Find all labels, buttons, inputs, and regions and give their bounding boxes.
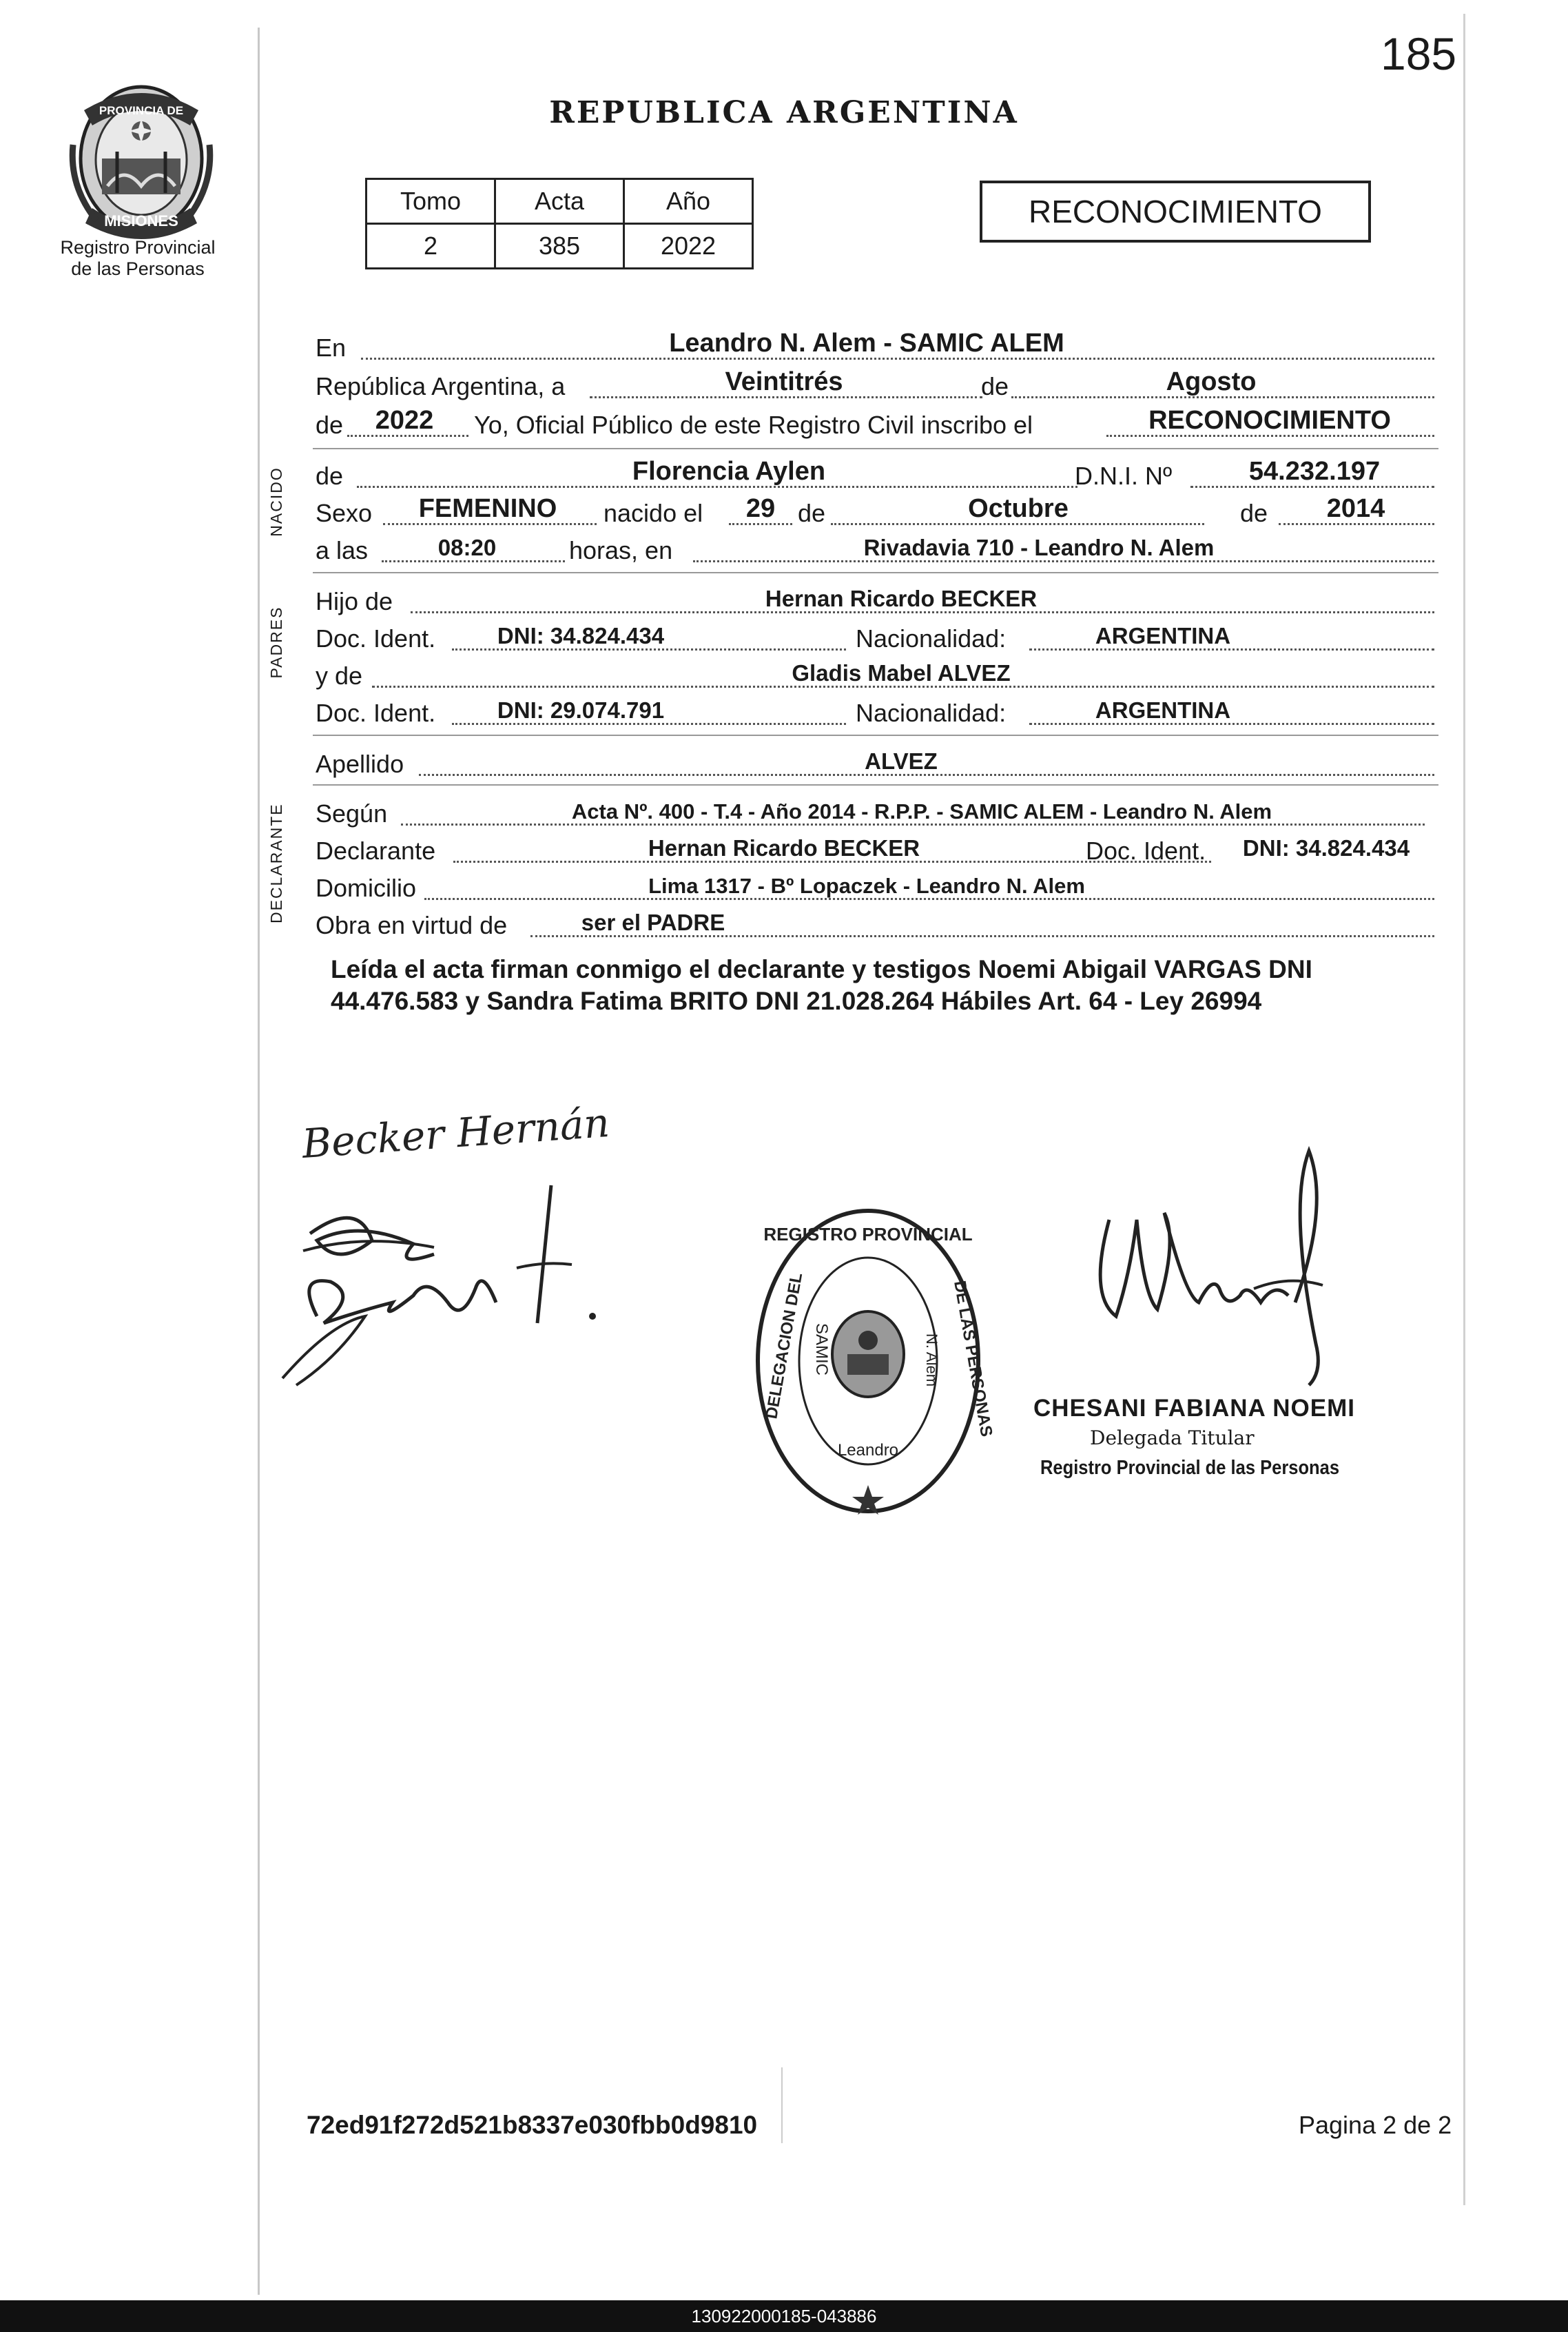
- declarante-doc: DNI: 34.824.434: [1242, 835, 1410, 861]
- madre-nombre: Gladis Mabel ALVEZ: [792, 660, 1011, 686]
- padre-doc: DNI: 34.824.434: [497, 623, 665, 648]
- record-row-padre-doc: [316, 615, 1434, 653]
- label-de: de: [981, 372, 1009, 400]
- svg-text:MISIONES: MISIONES: [104, 212, 178, 229]
- barcode-number-bar: 130922000185-043886: [0, 2300, 1568, 2332]
- label-de: de: [316, 462, 344, 490]
- section-divider: [313, 572, 1438, 573]
- label-declarante: Declarante: [316, 837, 436, 865]
- side-label-nacido: NACIDO: [267, 467, 285, 537]
- acta-table-header: Año: [624, 179, 753, 224]
- label-doc-ident: Doc. Ident.: [316, 699, 436, 727]
- acta-table-cell: 385: [495, 224, 624, 269]
- record-row-domicilio: [316, 864, 1434, 903]
- verification-hash: 72ed91f272d521b8337e030fbb0d9810: [307, 2111, 758, 2139]
- side-label-padres: PADRES: [267, 606, 285, 679]
- label-a-las: a las: [316, 536, 369, 564]
- acta-table-header: Tomo: [367, 179, 495, 224]
- official-name: CHESANI FABIANA NOEMI: [1033, 1395, 1355, 1422]
- record-row-fecha: [316, 362, 1434, 401]
- scan-fold-line: [781, 2067, 783, 2143]
- segun-value: Acta Nº. 400 - T.4 - Año 2014 - R.P.P. - SAMIC ALEM - Leandro N. Alem: [571, 799, 1272, 824]
- record-row-inscripcion: [316, 401, 1434, 440]
- svg-text:DE LAS PERSONAS: DE LAS PERSONAS: [950, 1279, 996, 1438]
- fecha-dia: Veintitrés: [725, 367, 843, 396]
- label-nacionalidad: Nacionalidad:: [856, 699, 1007, 727]
- svg-text:Becker Hernán: Becker Hernán: [300, 1098, 611, 1167]
- label-sexo: Sexo: [316, 499, 373, 527]
- nacido-nombre: Florencia Aylen: [632, 457, 826, 486]
- record-row-nombre: [316, 452, 1434, 491]
- svg-text:DELEGACION DEL: DELEGACION DEL: [762, 1271, 807, 1421]
- record-row-obra: [316, 901, 1434, 940]
- label-doc-ident: Doc. Ident.: [1086, 837, 1206, 865]
- label-dni: D.N.I. Nº: [1075, 462, 1173, 490]
- inscripcion-tipo: RECONOCIMIENTO: [1148, 406, 1391, 435]
- official-office: Registro Provincial de las Personas: [1040, 1457, 1340, 1479]
- nacido-dia: 29: [745, 494, 776, 523]
- section-divider: [313, 448, 1438, 449]
- record-row-segun: [316, 790, 1434, 828]
- registry-stamp-icon: [747, 1199, 996, 1523]
- madre-nacionalidad: ARGENTINA: [1095, 697, 1231, 723]
- acta-table: [365, 178, 754, 269]
- obra-value: ser el PADRE: [581, 910, 725, 935]
- nacido-dni: 54.232.197: [1248, 457, 1381, 486]
- svg-text:SAMIC: SAMIC: [812, 1323, 831, 1376]
- registry-place: Leandro N. Alem - SAMIC ALEM: [669, 329, 1064, 358]
- label-nacido: nacido el: [604, 499, 703, 527]
- fecha-mes: Agosto: [1166, 367, 1257, 396]
- witnesses-paragraph: Leída el acta firman conmigo el declarante y testigos Noemi Abigail VARGAS DNI 44.476.583 y Sandra Fatima BRITO DNI 21.028.264 Hábiles Art. 64 - Ley 26994: [331, 955, 1312, 1015]
- svg-text:PROVINCIA DE: PROVINCIA DE: [99, 104, 184, 117]
- label-de: de: [798, 499, 826, 527]
- acta-table-cell: 2: [367, 224, 495, 269]
- nacido-lugar: Rivadavia 710 - Leandro N. Alem: [863, 535, 1215, 560]
- label-segun: Según: [316, 799, 388, 828]
- label-de: de: [316, 411, 344, 439]
- nacido-sexo: FEMENINO: [418, 494, 557, 523]
- padre-nombre: Hernan Ricardo BECKER: [765, 586, 1038, 611]
- svg-text:REGISTRO PROVINCIAL: REGISTRO PROVINCIAL: [763, 1224, 973, 1245]
- side-label-declarante: DECLARANTE: [267, 803, 285, 923]
- acta-table-header-row: [367, 179, 753, 224]
- record-row-madre-doc: [316, 689, 1434, 728]
- label-horas-en: horas, en: [569, 536, 673, 564]
- label-obra: Obra en virtud de: [316, 911, 508, 939]
- record-row-declarante: [316, 827, 1434, 866]
- record-row-sexo: [316, 489, 1434, 528]
- nacido-mes: Octubre: [968, 494, 1069, 523]
- acta-table-cell: 2022: [624, 224, 753, 269]
- section-divider: [313, 784, 1438, 786]
- official-signature-icon: [1082, 1137, 1371, 1399]
- document-type-box: RECONOCIMIENTO: [980, 181, 1371, 243]
- scan-edge-line: [1463, 14, 1465, 2205]
- label-domicilio: Domicilio: [316, 874, 417, 902]
- label-de: de: [1240, 499, 1268, 527]
- label-doc-ident: Doc. Ident.: [316, 624, 436, 653]
- svg-text:Leandro: Leandro: [837, 1441, 899, 1460]
- record-row-madre: [316, 652, 1434, 691]
- apellido-value: ALVEZ: [865, 748, 938, 774]
- svg-text:N. Alem: N. Alem: [923, 1333, 940, 1387]
- nacido-hora: 08:20: [437, 535, 497, 560]
- domicilio-value: Lima 1317 - Bº Lopaczek - Leandro N. Alem: [648, 874, 1085, 898]
- page-counter: Pagina 2 de 2: [1299, 2111, 1452, 2139]
- label-en: En: [316, 334, 347, 362]
- section-divider: [313, 735, 1438, 736]
- nacido-anio: 2014: [1326, 494, 1385, 523]
- label-republica: República Argentina, a: [316, 372, 566, 400]
- label-nacionalidad: Nacionalidad:: [856, 624, 1007, 653]
- acta-table-header: Acta: [495, 179, 624, 224]
- label-apellido: Apellido: [316, 750, 404, 778]
- country-title: REPUBLICA ARGENTINA: [549, 95, 1019, 130]
- record-row-en: [316, 324, 1434, 362]
- label-y-de: y de: [316, 662, 363, 690]
- label-hijo-de: Hijo de: [316, 587, 393, 615]
- official-title: Delegada Titular: [1090, 1426, 1255, 1449]
- registry-name: Registro Provincial de las Personas: [60, 237, 216, 279]
- padre-nacionalidad: ARGENTINA: [1095, 623, 1231, 648]
- record-row-padre: [316, 577, 1434, 616]
- witness-signatures-icon: [255, 1096, 613, 1447]
- inscripcion-anio: 2022: [375, 406, 434, 435]
- record-row-hora: [316, 526, 1434, 565]
- record-row-apellido: [316, 740, 1434, 779]
- label-inscribo: Yo, Oficial Público de este Registro Civil inscribo el: [474, 411, 1033, 439]
- acta-table-value-row: [367, 224, 753, 269]
- madre-doc: DNI: 29.074.791: [497, 697, 665, 723]
- page-number: 185: [1381, 28, 1457, 79]
- declarante-nombre: Hernan Ricardo BECKER: [648, 835, 920, 861]
